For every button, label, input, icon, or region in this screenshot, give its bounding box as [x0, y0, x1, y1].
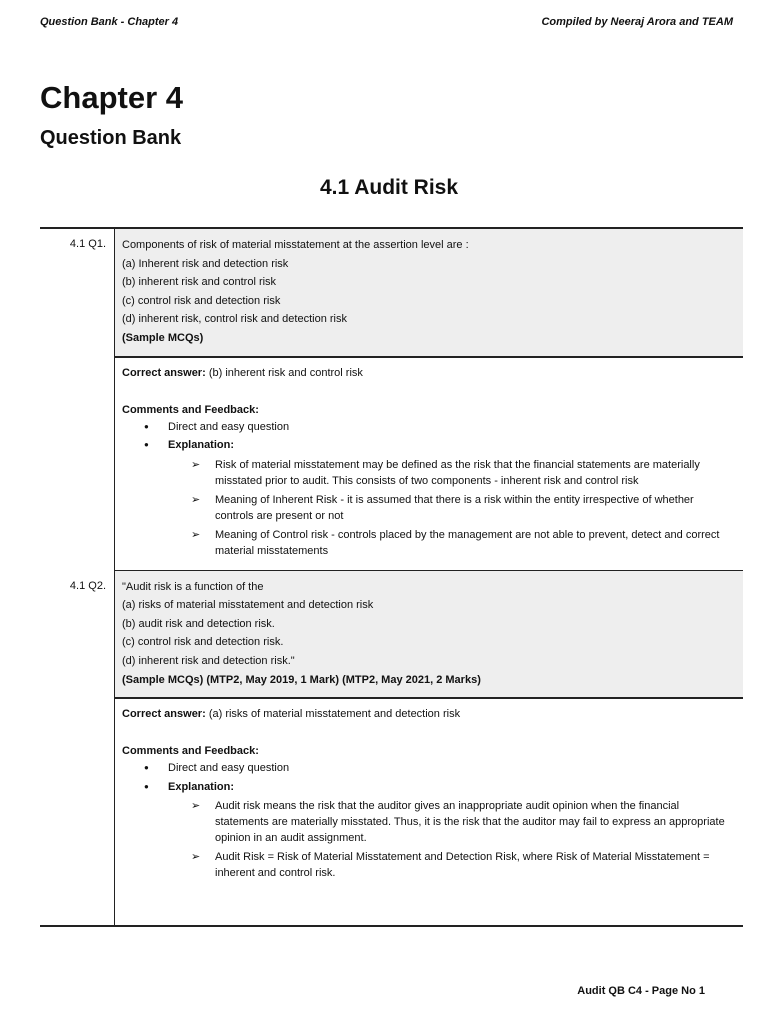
question-source: (Sample MCQs) [122, 331, 204, 344]
bullet-item: ● Direct and easy question [122, 759, 735, 778]
chapter-subtitle: Question Bank [40, 127, 182, 149]
option-c: (c) control risk and detection risk [122, 294, 281, 307]
question-number: 4.1 Q2. [40, 571, 115, 926]
header-left: Question Bank - Chapter 4 [40, 16, 179, 28]
correct-answer [122, 706, 735, 722]
answer-label: Correct answer: [122, 366, 206, 379]
header-right: Compiled by Neeraj Arora and TEAM [541, 16, 733, 28]
question-body [115, 571, 743, 926]
question-source: (Sample MCQs) (MTP2, May 2019, 1 Mark) (MTP2, May 2021, 2 Marks) [122, 673, 481, 686]
option-b: (b) audit risk and detection risk. [122, 617, 275, 630]
option-b: (b) inherent risk and control risk [122, 276, 277, 289]
answer-label: Correct answer: [122, 708, 206, 721]
option-c: (c) control risk and detection risk. [122, 636, 284, 649]
explanation-item: ➢ Meaning of Control risk - controls placed by the management are not able to prevent, detect and correct material misstatements [122, 527, 735, 559]
chapter-title: Chapter 4 [40, 80, 183, 115]
answer-block [115, 699, 743, 925]
option-d: (d) inherent risk, control risk and detection risk [122, 313, 347, 326]
page-footer: Audit QB C4 - Page No 1 [577, 985, 705, 997]
option-a: (a) risks of material misstatement and detection risk [122, 599, 374, 612]
answer-text: (a) risks of material misstatement and detection risk [208, 708, 461, 721]
question-text [115, 571, 743, 700]
explanation-item: ➢ Risk of material misstatement may be defined as the risk that the financial statements are materially misstated prior to audit. This consists of two components - inherent risk and control risk [122, 457, 735, 489]
explanation-item: ➢ Audit Risk = Risk of Material Misstatement and Detection Risk, where Risk of Material Misstatement = inherent and control risk. [122, 849, 735, 881]
bullet-item: ● Explanation: [122, 778, 735, 797]
question-line: Components of risk of material misstatement at the assertion level are : [122, 239, 469, 251]
question-row [40, 229, 743, 571]
explanation-item: ➢ Audit risk means the risk that the auditor gives an inappropriate audit opinion when the financial statements are materially misstated. Thus, it is the risk that the auditor may fail to express an appropriate opinion in an audit assignment. [122, 798, 735, 846]
answer-block [115, 358, 743, 571]
comments-label: Comments and Feedback: [122, 745, 259, 758]
question-line: "Audit risk is a function of the [122, 580, 264, 593]
option-a: (a) Inherent risk and detection risk [122, 257, 289, 270]
comments-label: Comments and Feedback: [122, 403, 259, 416]
explanation-item: ➢ Meaning of Inherent Risk - it is assumed that there is a risk within the entity irrespective of whether controls are present or not [122, 492, 735, 524]
question-row [40, 571, 743, 926]
section-title: 4.1 Audit Risk [319, 176, 459, 199]
question-body [115, 229, 743, 571]
answer-text: (b) inherent risk and control risk [208, 366, 363, 379]
bullet-item: ● Explanation: [122, 436, 735, 455]
option-d: (d) inherent risk and detection risk." [122, 654, 295, 667]
question-number: 4.1 Q1. [40, 229, 115, 571]
bullet-item: ● Direct and easy question [122, 418, 735, 437]
correct-answer [122, 365, 735, 381]
question-table [40, 227, 743, 927]
question-text [115, 229, 743, 358]
